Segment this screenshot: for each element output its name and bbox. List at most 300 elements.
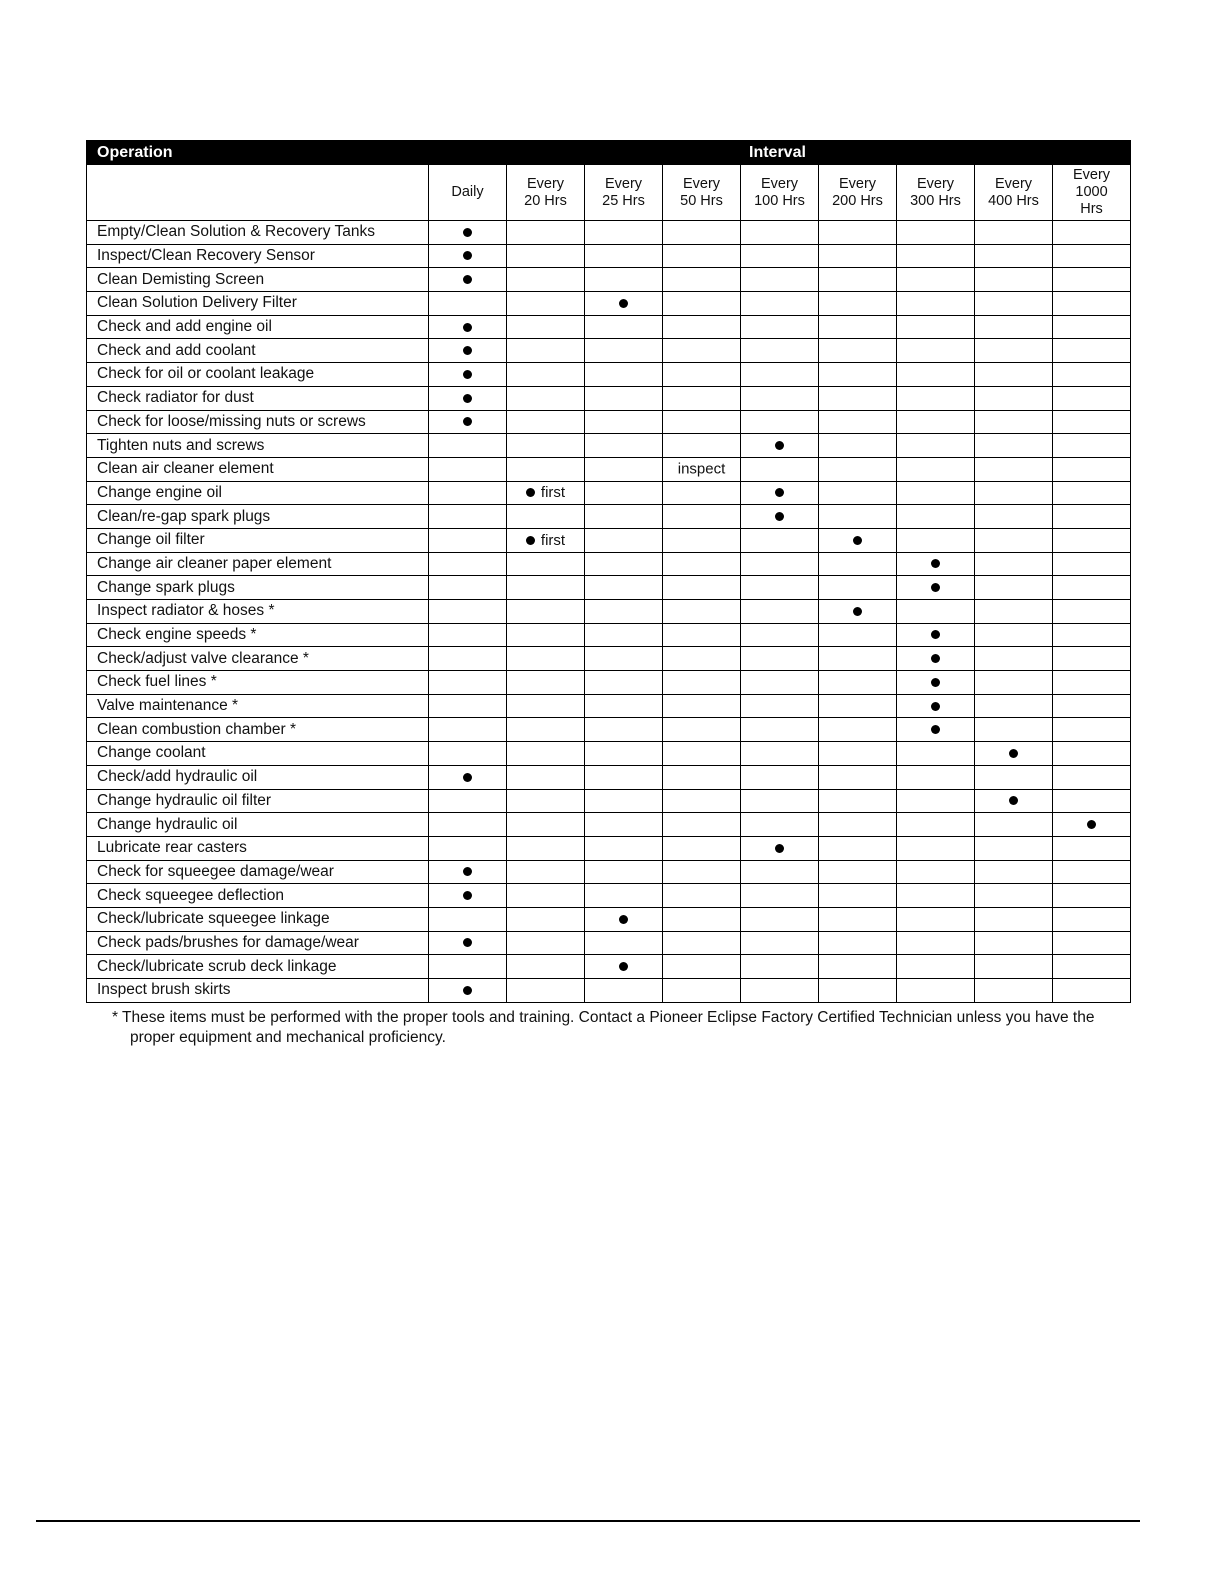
interval-cell bbox=[975, 600, 1053, 624]
interval-cell bbox=[585, 528, 663, 552]
interval-cell bbox=[741, 268, 819, 292]
interval-column-header bbox=[741, 165, 819, 221]
interval-column-header bbox=[507, 165, 585, 221]
table-row bbox=[87, 457, 1131, 481]
interval-cell bbox=[897, 671, 975, 695]
bullet-marker bbox=[463, 938, 472, 947]
interval-cell bbox=[819, 789, 897, 813]
interval-cell bbox=[663, 528, 741, 552]
interval-cell bbox=[975, 505, 1053, 529]
interval-column-headers bbox=[87, 165, 1131, 221]
interval-cell bbox=[1053, 765, 1131, 789]
interval-column-header-line: 100 Hrs bbox=[754, 192, 805, 209]
interval-cell bbox=[585, 339, 663, 363]
bullet-marker bbox=[463, 228, 472, 237]
interval-cell bbox=[585, 410, 663, 434]
interval-cell bbox=[507, 765, 585, 789]
interval-cell bbox=[741, 979, 819, 1003]
interval-cell bbox=[819, 884, 897, 908]
interval-cell bbox=[585, 860, 663, 884]
interval-cell bbox=[663, 647, 741, 671]
bullet-marker bbox=[463, 394, 472, 403]
interval-cell bbox=[507, 528, 585, 552]
interval-cell bbox=[741, 221, 819, 245]
operation-cell: Clean combustion chamber * bbox=[87, 718, 429, 742]
interval-cell bbox=[1053, 292, 1131, 316]
interval-cell bbox=[897, 907, 975, 931]
interval-cell bbox=[1053, 386, 1131, 410]
interval-cell bbox=[663, 623, 741, 647]
interval-cell bbox=[429, 600, 507, 624]
interval-cell bbox=[429, 481, 507, 505]
interval-cell bbox=[975, 765, 1053, 789]
interval-cell bbox=[1053, 552, 1131, 576]
operation-cell: Change oil filter bbox=[87, 528, 429, 552]
interval-cell bbox=[897, 694, 975, 718]
interval-cell bbox=[507, 907, 585, 931]
interval-cell bbox=[975, 268, 1053, 292]
interval-cell bbox=[1053, 789, 1131, 813]
interval-cell bbox=[975, 813, 1053, 837]
interval-cell bbox=[1053, 315, 1131, 339]
interval-cell bbox=[1053, 860, 1131, 884]
interval-cell bbox=[819, 505, 897, 529]
interval-column-header bbox=[975, 165, 1053, 221]
interval-cell bbox=[663, 671, 741, 695]
interval-cell bbox=[897, 884, 975, 908]
operation-cell: Check fuel lines * bbox=[87, 671, 429, 695]
bullet-marker bbox=[775, 488, 784, 497]
interval-cell bbox=[429, 647, 507, 671]
interval-cell bbox=[1053, 528, 1131, 552]
operation-cell: Check for loose/missing nuts or screws bbox=[87, 410, 429, 434]
interval-cell bbox=[663, 813, 741, 837]
interval-cell bbox=[663, 481, 741, 505]
interval-cell bbox=[1053, 884, 1131, 908]
interval-cell bbox=[819, 694, 897, 718]
interval-cell bbox=[429, 718, 507, 742]
interval-cell bbox=[741, 505, 819, 529]
interval-cell bbox=[819, 860, 897, 884]
interval-cell bbox=[429, 268, 507, 292]
interval-cell bbox=[663, 884, 741, 908]
footnote: * These items must be performed with the proper tools and training. Contact a Pioneer Eclipse Factory Certified Technician unless you have the proper equipment and mechanical proficiency. bbox=[112, 1009, 1095, 1046]
table-row bbox=[87, 789, 1131, 813]
interval-column-header bbox=[1053, 165, 1131, 221]
interval-cell bbox=[429, 860, 507, 884]
interval-cell bbox=[819, 339, 897, 363]
interval-cell bbox=[897, 931, 975, 955]
interval-cell bbox=[663, 907, 741, 931]
interval-cell bbox=[897, 268, 975, 292]
interval-column-header bbox=[663, 165, 741, 221]
interval-cell bbox=[663, 221, 741, 245]
interval-cell bbox=[975, 315, 1053, 339]
interval-cell bbox=[897, 339, 975, 363]
interval-column-header-line: 50 Hrs bbox=[680, 192, 723, 209]
interval-cell bbox=[585, 979, 663, 1003]
interval-cell bbox=[819, 221, 897, 245]
table-row bbox=[87, 955, 1131, 979]
interval-cell bbox=[819, 386, 897, 410]
interval-cell bbox=[429, 386, 507, 410]
interval-cell bbox=[897, 813, 975, 837]
interval-cell bbox=[819, 363, 897, 387]
interval-cell bbox=[741, 434, 819, 458]
interval-cell bbox=[819, 813, 897, 837]
table-row bbox=[87, 268, 1131, 292]
interval-cell bbox=[507, 315, 585, 339]
table-row bbox=[87, 481, 1131, 505]
interval-cell bbox=[741, 600, 819, 624]
interval-cell bbox=[897, 457, 975, 481]
interval-cell bbox=[819, 647, 897, 671]
interval-cell bbox=[897, 600, 975, 624]
interval-cell bbox=[429, 931, 507, 955]
bullet-marker bbox=[526, 536, 535, 545]
schedule-body bbox=[87, 221, 1131, 1003]
interval-cell bbox=[897, 789, 975, 813]
interval-cell bbox=[897, 623, 975, 647]
interval-cell bbox=[897, 481, 975, 505]
bullet-marker bbox=[1087, 820, 1096, 829]
interval-cell bbox=[1053, 221, 1131, 245]
interval-cell bbox=[507, 789, 585, 813]
interval-cell bbox=[741, 955, 819, 979]
interval-cell bbox=[819, 552, 897, 576]
interval-cell bbox=[429, 434, 507, 458]
interval-column-header-line: Every bbox=[916, 175, 955, 192]
interval-cell bbox=[663, 552, 741, 576]
interval-cell bbox=[507, 339, 585, 363]
bullet-marker bbox=[931, 559, 940, 568]
operation-cell: Change engine oil bbox=[87, 481, 429, 505]
interval-cell bbox=[741, 481, 819, 505]
bullet-marker bbox=[463, 986, 472, 995]
interval-cell bbox=[1053, 623, 1131, 647]
interval-cell bbox=[507, 552, 585, 576]
interval-column-header bbox=[819, 165, 897, 221]
bullet-marker bbox=[931, 583, 940, 592]
interval-cell bbox=[663, 979, 741, 1003]
table-row bbox=[87, 410, 1131, 434]
interval-note: inspect bbox=[677, 460, 726, 478]
interval-cell bbox=[819, 528, 897, 552]
interval-cell bbox=[819, 907, 897, 931]
interval-cell bbox=[663, 694, 741, 718]
bullet-marker bbox=[463, 891, 472, 900]
interval-cell bbox=[741, 339, 819, 363]
interval-cell bbox=[897, 576, 975, 600]
interval-cell bbox=[819, 979, 897, 1003]
interval-cell bbox=[741, 457, 819, 481]
interval-cell bbox=[819, 244, 897, 268]
operation-cell: Check and add engine oil bbox=[87, 315, 429, 339]
table-row bbox=[87, 907, 1131, 931]
interval-cell bbox=[663, 718, 741, 742]
table-row bbox=[87, 813, 1131, 837]
interval-cell bbox=[975, 718, 1053, 742]
table-row bbox=[87, 860, 1131, 884]
interval-cell bbox=[819, 268, 897, 292]
interval-cell bbox=[507, 860, 585, 884]
interval-cell bbox=[819, 292, 897, 316]
interval-cell bbox=[975, 339, 1053, 363]
operation-cell: Check/lubricate squeegee linkage bbox=[87, 907, 429, 931]
interval-cell bbox=[429, 552, 507, 576]
interval-cell bbox=[663, 363, 741, 387]
interval-column-header-line: Every bbox=[526, 175, 565, 192]
interval-cell bbox=[429, 457, 507, 481]
interval-cell bbox=[507, 884, 585, 908]
interval-column-header-line: Every bbox=[838, 175, 877, 192]
interval-cell bbox=[585, 292, 663, 316]
interval-cell bbox=[975, 884, 1053, 908]
interval-cell bbox=[741, 931, 819, 955]
interval-cell bbox=[585, 836, 663, 860]
interval-cell bbox=[585, 884, 663, 908]
interval-cell bbox=[897, 765, 975, 789]
interval-column-header-line: Every bbox=[760, 175, 799, 192]
interval-cell bbox=[1053, 339, 1131, 363]
interval-cell bbox=[819, 931, 897, 955]
interval-cell bbox=[1053, 576, 1131, 600]
operation-cell: Tighten nuts and screws bbox=[87, 434, 429, 458]
interval-cell bbox=[1053, 718, 1131, 742]
interval-cell bbox=[819, 742, 897, 766]
table-row bbox=[87, 339, 1131, 363]
interval-cell bbox=[429, 576, 507, 600]
interval-cell bbox=[1053, 457, 1131, 481]
interval-cell bbox=[585, 434, 663, 458]
interval-cell bbox=[429, 363, 507, 387]
interval-cell bbox=[429, 315, 507, 339]
interval-cell bbox=[663, 836, 741, 860]
interval-cell bbox=[429, 979, 507, 1003]
interval-cell bbox=[975, 907, 1053, 931]
operation-cell: Check/lubricate scrub deck linkage bbox=[87, 955, 429, 979]
table-row bbox=[87, 884, 1131, 908]
interval-cell bbox=[507, 576, 585, 600]
interval-cell bbox=[1053, 410, 1131, 434]
interval-cell bbox=[897, 386, 975, 410]
interval-cell bbox=[897, 363, 975, 387]
interval-cell bbox=[1053, 836, 1131, 860]
interval-cell bbox=[507, 457, 585, 481]
interval-cell bbox=[975, 292, 1053, 316]
interval-cell bbox=[897, 718, 975, 742]
interval-note: first bbox=[540, 484, 566, 502]
interval-cell bbox=[585, 576, 663, 600]
bullet-marker bbox=[931, 725, 940, 734]
interval-cell bbox=[1053, 671, 1131, 695]
interval-cell bbox=[741, 315, 819, 339]
interval-cell bbox=[507, 434, 585, 458]
interval-cell bbox=[507, 955, 585, 979]
interval-cell bbox=[897, 860, 975, 884]
interval-column-header bbox=[585, 165, 663, 221]
table-row bbox=[87, 718, 1131, 742]
table-row bbox=[87, 765, 1131, 789]
interval-cell bbox=[741, 884, 819, 908]
interval-cell bbox=[741, 765, 819, 789]
operation-cell: Check and add coolant bbox=[87, 339, 429, 363]
operation-cell: Empty/Clean Solution & Recovery Tanks bbox=[87, 221, 429, 245]
operation-cell: Check for squeegee damage/wear bbox=[87, 860, 429, 884]
interval-cell bbox=[975, 386, 1053, 410]
bullet-marker bbox=[619, 962, 628, 971]
operation-cell: Inspect brush skirts bbox=[87, 979, 429, 1003]
bullet-marker bbox=[775, 441, 784, 450]
interval-cell bbox=[585, 268, 663, 292]
table-row bbox=[87, 671, 1131, 695]
table-row bbox=[87, 386, 1131, 410]
interval-cell bbox=[663, 457, 741, 481]
interval-cell bbox=[1053, 979, 1131, 1003]
interval-cell bbox=[975, 647, 1053, 671]
interval-cell bbox=[897, 647, 975, 671]
interval-cell bbox=[585, 789, 663, 813]
interval-cell bbox=[975, 552, 1053, 576]
interval-cell bbox=[663, 576, 741, 600]
interval-cell bbox=[741, 244, 819, 268]
interval-cell bbox=[819, 718, 897, 742]
interval-cell bbox=[1053, 505, 1131, 529]
operation-cell: Inspect radiator & hoses * bbox=[87, 600, 429, 624]
interval-cell bbox=[1053, 955, 1131, 979]
interval-cell bbox=[585, 813, 663, 837]
interval-cell bbox=[507, 742, 585, 766]
interval-cell bbox=[741, 363, 819, 387]
bullet-marker bbox=[775, 512, 784, 521]
interval-cell bbox=[1053, 363, 1131, 387]
interval-cell bbox=[897, 244, 975, 268]
interval-cell bbox=[585, 931, 663, 955]
interval-cell bbox=[975, 481, 1053, 505]
operation-cell: Valve maintenance * bbox=[87, 694, 429, 718]
bullet-marker bbox=[463, 323, 472, 332]
interval-cell bbox=[585, 647, 663, 671]
operation-cell: Clean/re-gap spark plugs bbox=[87, 505, 429, 529]
interval-cell bbox=[975, 836, 1053, 860]
operation-cell: Change coolant bbox=[87, 742, 429, 766]
operation-cell: Change hydraulic oil filter bbox=[87, 789, 429, 813]
bullet-marker bbox=[463, 346, 472, 355]
interval-cell bbox=[741, 552, 819, 576]
interval-cell bbox=[741, 836, 819, 860]
interval-cell bbox=[741, 623, 819, 647]
interval-cell bbox=[819, 576, 897, 600]
interval-cell bbox=[429, 789, 507, 813]
interval-cell bbox=[585, 694, 663, 718]
interval-cell bbox=[429, 694, 507, 718]
interval-cell bbox=[897, 552, 975, 576]
interval-cell bbox=[507, 813, 585, 837]
maintenance-schedule-table bbox=[86, 140, 1131, 1003]
interval-cell bbox=[975, 457, 1053, 481]
bullet-marker bbox=[1009, 796, 1018, 805]
page-bottom-rule bbox=[36, 1520, 1140, 1522]
interval-cell bbox=[507, 268, 585, 292]
interval-cell bbox=[897, 505, 975, 529]
interval-cell bbox=[507, 718, 585, 742]
bullet-marker bbox=[853, 607, 862, 616]
interval-cell bbox=[741, 813, 819, 837]
interval-cell bbox=[975, 244, 1053, 268]
interval-cell bbox=[897, 836, 975, 860]
interval-cell bbox=[507, 671, 585, 695]
interval-cell bbox=[507, 836, 585, 860]
interval-cell bbox=[507, 623, 585, 647]
interval-cell bbox=[819, 481, 897, 505]
interval-cell bbox=[585, 552, 663, 576]
bullet-marker bbox=[775, 844, 784, 853]
interval-column-header-line: Every bbox=[604, 175, 643, 192]
interval-cell bbox=[663, 860, 741, 884]
interval-cell bbox=[975, 955, 1053, 979]
interval-cell bbox=[663, 600, 741, 624]
interval-cell bbox=[429, 623, 507, 647]
interval-cell bbox=[741, 386, 819, 410]
interval-cell bbox=[429, 907, 507, 931]
interval-cell bbox=[429, 884, 507, 908]
interval-cell bbox=[975, 576, 1053, 600]
interval-cell bbox=[585, 386, 663, 410]
interval-cell bbox=[1053, 600, 1131, 624]
interval-cell bbox=[585, 221, 663, 245]
interval-cell bbox=[585, 363, 663, 387]
interval-cell bbox=[975, 671, 1053, 695]
bullet-marker bbox=[463, 417, 472, 426]
operation-cell: Change hydraulic oil bbox=[87, 813, 429, 837]
bullet-marker bbox=[931, 654, 940, 663]
interval-cell bbox=[975, 979, 1053, 1003]
operation-cell: Change spark plugs bbox=[87, 576, 429, 600]
interval-cell bbox=[429, 221, 507, 245]
interval-cell bbox=[507, 363, 585, 387]
interval-cell bbox=[1053, 268, 1131, 292]
table-row bbox=[87, 576, 1131, 600]
interval-cell bbox=[1053, 481, 1131, 505]
interval-cell bbox=[429, 813, 507, 837]
interval-cell bbox=[975, 221, 1053, 245]
interval-cell bbox=[507, 647, 585, 671]
interval-column-header bbox=[897, 165, 975, 221]
interval-cell bbox=[741, 742, 819, 766]
table-row bbox=[87, 528, 1131, 552]
operation-cell: Check for oil or coolant leakage bbox=[87, 363, 429, 387]
interval-cell bbox=[1053, 647, 1131, 671]
operation-cell: Clean Solution Delivery Filter bbox=[87, 292, 429, 316]
interval-cell bbox=[741, 671, 819, 695]
interval-cell bbox=[663, 765, 741, 789]
interval-column-header-line: Every bbox=[682, 175, 721, 192]
interval-cell bbox=[1053, 907, 1131, 931]
bullet-marker bbox=[619, 915, 628, 924]
interval-cell bbox=[741, 647, 819, 671]
interval-cell bbox=[975, 623, 1053, 647]
bullet-marker bbox=[463, 251, 472, 260]
operation-cell: Check pads/brushes for damage/wear bbox=[87, 931, 429, 955]
interval-note: first bbox=[540, 531, 566, 549]
interval-cell bbox=[507, 931, 585, 955]
interval-cell bbox=[585, 244, 663, 268]
interval-cell bbox=[741, 576, 819, 600]
interval-cell bbox=[819, 410, 897, 434]
interval-cell bbox=[741, 789, 819, 813]
bullet-marker bbox=[1009, 749, 1018, 758]
operation-cell: Inspect/Clean Recovery Sensor bbox=[87, 244, 429, 268]
